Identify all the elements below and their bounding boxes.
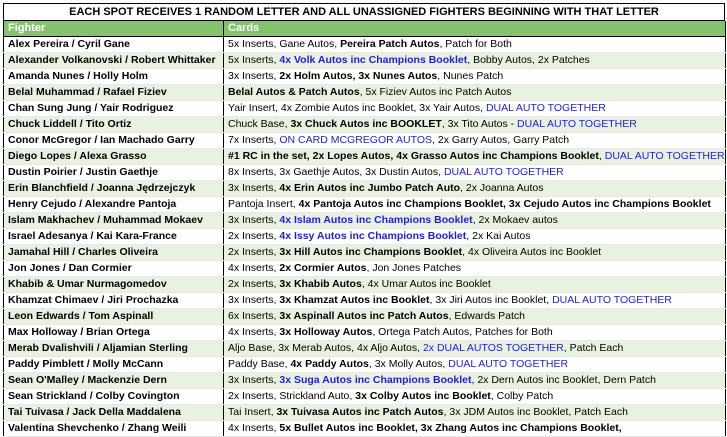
table-body	[4, 37, 726, 437]
cards-text-segment: Pantoja Insert,	[228, 198, 299, 210]
cards-cell[interactable]	[224, 53, 726, 69]
cards-text-segment: , 3x Molly Autos,	[368, 358, 449, 370]
cards-text-segment: 3x Suga Autos inc Champions Booklet	[279, 374, 472, 386]
cards-text-segment: 3x Inserts,	[228, 374, 280, 386]
fighter-cell[interactable]: Chan Sung Jung / Yair Rodriguez	[4, 101, 224, 117]
cards-text-segment: , 4x Oliveira Autos inc Booklet	[462, 246, 602, 258]
table-row	[4, 421, 726, 437]
cards-text-segment: Belal Autos & Patch Autos	[228, 86, 360, 98]
fighter-table	[3, 21, 726, 437]
cards-cell[interactable]	[224, 325, 726, 341]
cards-cell[interactable]	[224, 309, 726, 325]
cards-text-segment: , 2x Dern Autos inc Booklet, Dern Patch	[471, 374, 656, 386]
cards-text-segment: 2x Inserts,	[228, 230, 280, 242]
cards-text-segment: 2x Inserts,	[228, 278, 280, 290]
cards-cell[interactable]	[224, 181, 726, 197]
fighter-cell[interactable]: Khamzat Chimaev / Jiri Prochazka	[4, 293, 224, 309]
cards-text-segment: 2x Cormier Autos	[279, 262, 367, 274]
table-row	[4, 277, 726, 293]
cards-text-segment: 4x Volk Autos inc Champions Booklet	[279, 54, 468, 66]
cards-text-segment: Pereira Patch Autos	[340, 38, 440, 50]
fighter-cell[interactable]: Alex Pereira / Cyril Gane	[4, 37, 224, 53]
cards-text-segment: , 3x Jiri Autos inc Booklet,	[429, 294, 553, 306]
fighter-cell[interactable]: Dustin Poirier / Justin Gaethje	[4, 165, 224, 181]
fighter-cell[interactable]: Max Holloway / Brian Ortega	[4, 325, 224, 341]
cards-text-segment: , Jon Jones Patches	[366, 262, 462, 274]
table-row	[4, 373, 726, 389]
cards-text-segment: DUAL AUTO TOGETHER	[604, 150, 725, 162]
cards-text-segment: 4x Inserts,	[228, 326, 280, 338]
table-row	[4, 69, 726, 85]
cards-text-segment: 4x Pantoja Autos inc Champions Booklet, 3x Cejudo Autos inc Champions Booklet	[298, 198, 711, 210]
fighter-cell[interactable]: Sean O'Malley / Mackenzie Dern	[4, 373, 224, 389]
cards-text-segment: , 3x Tito Autos -	[441, 118, 518, 130]
cards-text-segment: , Patch Each	[563, 342, 624, 354]
cards-cell[interactable]	[224, 293, 726, 309]
fighter-cell[interactable]: Islam Makhachev / Muhammad Mokaev	[4, 213, 224, 229]
cards-cell[interactable]	[224, 341, 726, 357]
cards-text-segment: 3x Chuck Autos inc BOOKLET	[290, 118, 442, 130]
cards-cell[interactable]	[224, 149, 726, 165]
cards-text-segment: ,	[598, 150, 605, 162]
cards-text-segment: 2x Inserts,	[228, 246, 280, 258]
cards-text-segment: 3x Khabib Autos	[279, 278, 362, 290]
cards-cell[interactable]	[224, 373, 726, 389]
table-row	[4, 389, 726, 405]
cards-text-segment: 3x Tuivasa Autos inc Patch Autos	[276, 406, 444, 418]
cards-text-segment: DUAL AUTO TOGETHER	[517, 118, 637, 130]
cards-text-segment: , 2x Garry Autos, Garry Patch	[432, 134, 570, 146]
table-row	[4, 293, 726, 309]
table-row	[4, 181, 726, 197]
cards-text-segment: DUAL AUTO TOGETHER	[448, 358, 569, 370]
table-row	[4, 309, 726, 325]
table-row	[4, 117, 726, 133]
fighter-cell[interactable]: Amanda Nunes / Holly Holm	[4, 69, 224, 85]
cards-text-segment: Yair Insert, 4x Zombie Autos inc Booklet, 3x Yair Autos,	[228, 102, 486, 114]
table-row	[4, 245, 726, 261]
spreadsheet	[3, 3, 725, 437]
cards-text-segment: 8x Inserts, 3x Gaethje Autos, 3x Dustin Autos,	[228, 166, 444, 178]
cards-text-segment: 7x Inserts,	[228, 134, 280, 146]
cards-text-segment: 3x Holloway Autos	[279, 326, 373, 338]
cards-text-segment: 4x Islam Autos inc Champions Booklet	[279, 214, 473, 226]
cards-text-segment: 4x Paddy Autos	[290, 358, 369, 370]
cards-text-segment: 3x Inserts,	[228, 294, 280, 306]
cards-cell[interactable]	[224, 69, 726, 85]
table-row	[4, 213, 726, 229]
table-row	[4, 405, 726, 421]
fighter-cell[interactable]: Diego Lopes / Alexa Grasso	[4, 149, 224, 165]
cards-text-segment: 3x Colby Autos inc Booklet	[355, 390, 491, 402]
fighter-cell[interactable]: Paddy Pimblett / Molly McCann	[4, 357, 224, 373]
cards-text-segment: 2x Inserts, Strickland Auto,	[228, 390, 356, 402]
cards-cell[interactable]	[224, 117, 726, 133]
cards-text-segment: , 2x Kai Autos	[466, 230, 531, 242]
fighter-cell[interactable]: Erin Blanchfield / Joanna Jędrzejczyk	[4, 181, 224, 197]
cards-cell[interactable]	[224, 261, 726, 277]
cards-text-segment: 3x Khamzat Autos inc Booklet	[279, 294, 430, 306]
fighter-cell[interactable]: Conor McGregor / Ian Machado Garry	[4, 133, 224, 149]
cards-cell[interactable]	[224, 85, 726, 101]
table-row	[4, 229, 726, 245]
cards-cell[interactable]	[224, 197, 726, 213]
fighter-cell[interactable]: Jon Jones / Dan Cormier	[4, 261, 224, 277]
header-fighter[interactable]: Fighter	[4, 21, 224, 37]
fighter-cell[interactable]: Henry Cejudo / Alexandre Pantoja	[4, 197, 224, 213]
cards-cell[interactable]	[224, 277, 726, 293]
table-row	[4, 261, 726, 277]
cards-text-segment: , Nunes Patch	[437, 70, 504, 82]
cards-text-segment: Aljo Base, 3x Merab Autos, 4x Aljo Autos,	[228, 342, 423, 354]
cards-text-segment: , Colby Patch	[490, 390, 554, 402]
cards-text-segment: DUAL AUTO TOGETHER	[552, 294, 672, 306]
cards-cell[interactable]	[224, 133, 726, 149]
table-row	[4, 149, 726, 165]
cards-text-segment: 4x Issy Autos inc Champions Booklet	[279, 230, 467, 242]
cards-text-segment: 4x Inserts,	[228, 422, 280, 434]
fighter-cell[interactable]: Alexander Volkanovski / Robert Whittaker	[4, 53, 224, 69]
fighter-cell[interactable]: Chuck Liddell / Tito Ortiz	[4, 117, 224, 133]
fighter-cell[interactable]: Merab Dvalishvili / Aljamian Sterling	[4, 341, 224, 357]
cards-text-segment: , 2x Mokaev autos	[472, 214, 558, 226]
cards-text-segment: 2x Holm Autos, 3x Nunes Autos	[279, 70, 438, 82]
cards-text-segment: 5x Inserts, Gane Autos,	[228, 38, 341, 50]
table-row	[4, 357, 726, 373]
cards-text-segment: , Patch for Both	[439, 38, 512, 50]
cards-text-segment: , Edwards Patch	[448, 310, 526, 322]
table-row	[4, 85, 726, 101]
cards-text-segment: Chuck Base,	[228, 118, 291, 130]
table-row	[4, 197, 726, 213]
cards-text-segment: 3x Inserts,	[228, 70, 280, 82]
cards-text-segment: , Ortega Patch Autos, Patches for Both	[372, 326, 553, 338]
cards-text-segment: Tai Insert,	[228, 406, 277, 418]
cards-text-segment: 6x Inserts,	[228, 310, 280, 322]
cards-cell[interactable]	[224, 213, 726, 229]
table-row	[4, 53, 726, 69]
cards-cell[interactable]	[224, 229, 726, 245]
cards-text-segment: 3x Inserts,	[228, 214, 280, 226]
fighter-cell[interactable]: Israel Adesanya / Kai Kara-France	[4, 229, 224, 245]
cards-text-segment: #1 RC in the set, 2x Lopes Autos, 4x Grasso Autos inc Champions Booklet	[228, 150, 599, 162]
table-row	[4, 165, 726, 181]
fighter-cell[interactable]: Jamahal Hill / Charles Oliveira	[4, 245, 224, 261]
cards-cell[interactable]	[224, 421, 726, 437]
cards-text-segment: Paddy Base,	[228, 358, 291, 370]
cards-cell[interactable]	[224, 245, 726, 261]
table-row	[4, 341, 726, 357]
cards-cell[interactable]	[224, 389, 726, 405]
fighter-cell[interactable]: Leon Edwards / Tom Aspinall	[4, 309, 224, 325]
cards-text-segment: 4x Erin Autos inc Jumbo Patch Auto	[279, 182, 461, 194]
table-row	[4, 325, 726, 341]
header-cards[interactable]: Cards	[224, 21, 726, 37]
cards-cell[interactable]	[224, 101, 726, 117]
cards-text-segment: , 2x Joanna Autos	[460, 182, 544, 194]
cards-text-segment: ON CARD MCGREGOR AUTOS	[279, 134, 433, 146]
cards-text-segment: 5x Bullet Autos inc Booklet, 3x Zhang Autos inc Champions Booklet,	[279, 422, 622, 434]
cards-text-segment: 5x Inserts,	[228, 54, 280, 66]
cards-text-segment: DUAL AUTO TOGETHER	[443, 166, 564, 178]
cards-text-segment: , 3x JDM Autos inc Booklet, Patch Each	[443, 406, 628, 418]
cards-cell[interactable]	[224, 37, 726, 53]
fighter-cell[interactable]: Khabib & Umar Nurmagomedov	[4, 277, 224, 293]
cards-cell[interactable]	[224, 357, 726, 373]
cards-text-segment: , 5x Fiziev Autos inc Patch Autos	[359, 86, 512, 98]
cards-text-segment: 4x Inserts,	[228, 262, 280, 274]
cards-text-segment: 3x Inserts,	[228, 182, 280, 194]
cards-text-segment: 3x Hill Autos inc Champions Booklet	[279, 246, 463, 258]
cards-text-segment: , 4x Umar Autos inc Booklet	[361, 278, 491, 290]
fighter-cell[interactable]: Tai Tuivasa / Jack Della Maddalena	[4, 405, 224, 421]
cards-cell[interactable]	[224, 165, 726, 181]
table-row	[4, 37, 726, 53]
cards-text-segment: , Bobby Autos, 2x Patches	[467, 54, 590, 66]
fighter-cell[interactable]: Belal Muhammad / Rafael Fiziev	[4, 85, 224, 101]
table-row	[4, 133, 726, 149]
banner-title[interactable]: EACH SPOT RECEIVES 1 RANDOM LETTER AND ALL UNASSIGNED FIGHTERS BEGINNING WITH THAT LETTER	[3, 3, 725, 21]
cards-text-segment: DUAL AUTO TOGETHER	[485, 102, 606, 114]
cards-text-segment: 3x Aspinall Autos inc Patch Autos	[279, 310, 449, 322]
fighter-cell[interactable]: Valentina Shevchenko / Zhang Weili	[4, 421, 224, 437]
header-row	[4, 21, 726, 37]
table-row	[4, 101, 726, 117]
cards-text-segment: 2x DUAL AUTOS TOGETHER	[422, 342, 564, 354]
fighter-cell[interactable]: Sean Strickland / Colby Covington	[4, 389, 224, 405]
cards-cell[interactable]	[224, 405, 726, 421]
